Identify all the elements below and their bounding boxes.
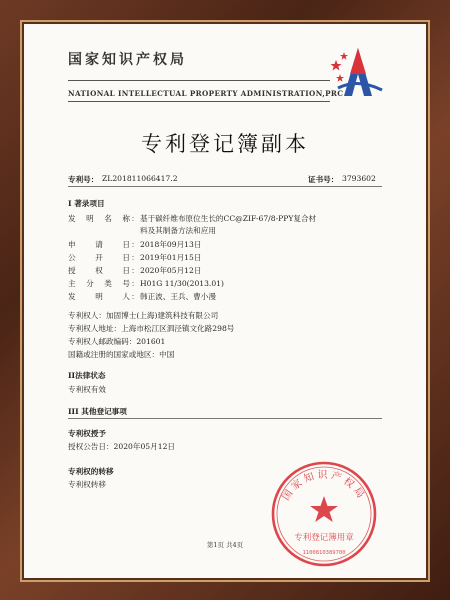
- owner-name: 专利权人：加固博士(上海)建筑科技有限公司: [68, 311, 219, 320]
- official-seal-icon: [268, 458, 380, 570]
- row-application-date: 申请日：2018年09月13日: [68, 240, 202, 249]
- grant-announce-date: 授权公告日：2020年05月12日: [68, 442, 175, 451]
- owner-address: 专利权人地址：上海市松江区泗泾镇文化路298号: [68, 324, 235, 333]
- divider: [68, 186, 382, 187]
- header-rule-top: [68, 80, 330, 81]
- patent-no-label: 专利号：: [68, 175, 99, 184]
- grant-heading: 专利权授予: [68, 429, 106, 438]
- section3-heading: III 其他登记事项: [68, 407, 127, 416]
- svg-text:国家知识产权局: 国家知识产权局: [280, 470, 368, 503]
- transfer-heading: 专利权的转移: [68, 467, 114, 476]
- cert-no-label: 证书号：: [308, 175, 339, 184]
- cert-no-value: 3793602: [342, 174, 376, 183]
- cnipa-logo-icon: [328, 44, 386, 102]
- transfer-text: 专利权转移: [68, 480, 106, 489]
- row-publication-date: 公开日：2019年01月15日: [68, 253, 202, 262]
- row-invention-name-cont: 料及其制备方法和应用: [140, 226, 216, 235]
- org-name-en: NATIONAL INTELLECTUAL PROPERTY ADMINISTRATION,PRC: [68, 89, 344, 98]
- owner-postcode: 专利权人邮政编码：201601: [68, 337, 166, 346]
- row-main-class: 主分类号：H01G 11/30(2013.01): [68, 279, 224, 288]
- svg-text:专利登记簿用章: 专利登记簿用章: [294, 533, 354, 543]
- row-invention-name: 发明名称：基于碳纤维布原位生长的CC@ZIF-67/8-PPY复合材: [68, 214, 317, 223]
- svg-text:1100810389700: 1100810389700: [302, 550, 346, 556]
- document-title: 专利登记簿副本: [141, 132, 309, 156]
- section1-heading: I 著录项目: [68, 199, 105, 208]
- legal-status: 专利权有效: [68, 385, 106, 394]
- owner-region: 国籍或注册的国家或地区：中国: [68, 350, 175, 359]
- patent-no-value: ZL201811066417.2: [102, 174, 178, 183]
- page-indicator: 第1页 共4页: [206, 541, 244, 549]
- row-grant-date: 授权日：2020年05月12日: [68, 266, 202, 275]
- row-inventors: 发明人：韩正波、王兵、曹小漫: [68, 292, 216, 301]
- certificate-page: [28, 28, 422, 574]
- org-name-cn: 国家知识产权局: [68, 52, 187, 68]
- section2-heading: II法律状态: [68, 371, 106, 380]
- divider: [68, 418, 382, 419]
- header-rule-bottom: [68, 101, 330, 102]
